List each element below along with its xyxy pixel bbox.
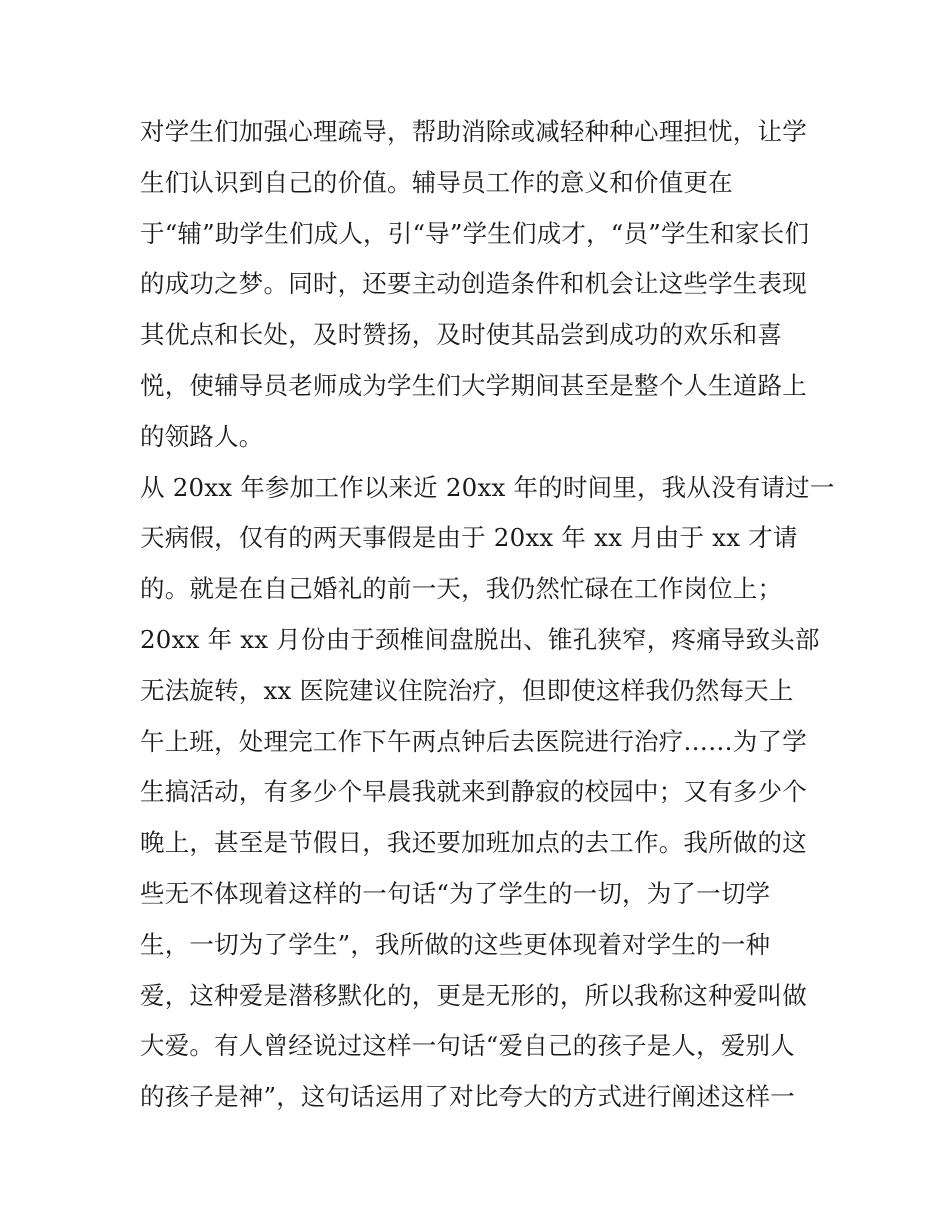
- text-line: 爱，这种爱是潜移默化的，更是无形的，所以我称这种爱叫做: [140, 980, 807, 1010]
- text-line: 些无不体现着这样的一句话“为了学生的一切，为了一切学: [140, 878, 771, 908]
- text-line: 的孩子是神”，这句话运用了对比夸大的方式进行阐述这样一: [140, 1082, 795, 1112]
- text-line: 从 20xx 年参加工作以来近 20xx 年的时间里，我从没有请过一: [140, 472, 835, 502]
- text-line: 生搞活动，有多少个早晨我就来到静寂的校园中；又有多少个: [140, 777, 807, 807]
- body-text: [140, 107, 835, 1123]
- text-line: 20xx 年 xx 月份由于颈椎间盘脱出、锥孔狭窄，疼痛导致头部: [140, 624, 820, 654]
- text-line: 午上班，处理完工作下午两点钟后去医院进行治疗……为了学: [140, 726, 807, 756]
- text-line: 无法旋转，xx 医院建议住院治疗，但即使这样我仍然每天上: [140, 675, 794, 705]
- text-line: 天病假，仅有的两天事假是由于 20xx 年 xx 月由于 xx 才请: [140, 523, 798, 553]
- text-line: 的领路人。: [140, 421, 264, 451]
- text-line: 生，一切为了学生”，我所做的这些更体现着对学生的一种: [140, 929, 771, 959]
- text-line: 对学生们加强心理疏导，帮助消除或减轻种种心理担忧，让学: [140, 117, 807, 146]
- text-line: 其优点和长处，及时赞扬，及时使其品尝到成功的欢乐和喜: [140, 320, 783, 350]
- text-line: 生们认识到自己的价值。辅导员工作的意义和价值更在: [140, 167, 733, 197]
- text-line: 大爱。有人曾经说过这样一句话“爱自己的孩子是人，爱别人: [140, 1031, 795, 1061]
- text-line: 悦，使辅导员老师成为学生们大学期间甚至是整个人生道路上: [140, 370, 807, 400]
- text-line: 的成功之梦。同时，还要主动创造条件和机会让这些学生表现: [140, 269, 807, 299]
- text-line: 的。就是在自己婚礼的前一天，我仍然忙碌在工作岗位上；: [140, 574, 783, 604]
- text-line: 于“辅”助学生们成人，引“导”学生们成才，“员”学生和家长们: [140, 218, 810, 248]
- text-line: 晚上，甚至是节假日，我还要加班加点的去工作。我所做的这: [140, 828, 807, 858]
